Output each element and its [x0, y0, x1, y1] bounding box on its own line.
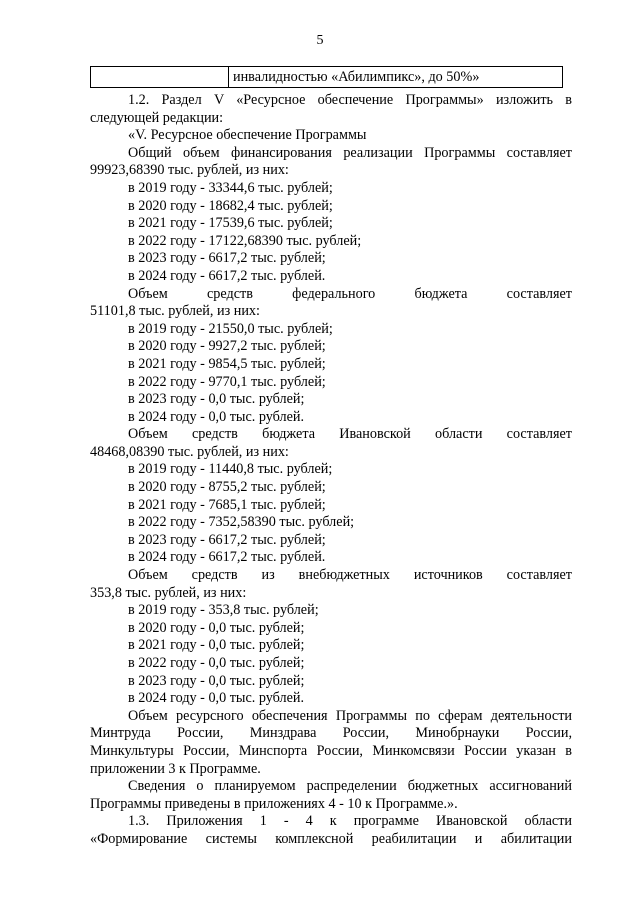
text-line: следующей редакции:: [90, 109, 224, 126]
text-line: в 2022 году - 7352,58390 тыс. рублей;: [128, 514, 355, 531]
text-line: 353,8 тыс. рублей, из них:: [90, 584, 247, 601]
text-line: 51101,8 тыс. рублей, из них:: [90, 303, 260, 320]
text-line: в 2024 году - 6617,2 тыс. рублей.: [128, 549, 326, 566]
text-line: в 2024 году - 6617,2 тыс. рублей.: [128, 267, 326, 284]
text-line: в 2021 году - 7685,1 тыс. рублей;: [128, 496, 326, 513]
text-line: Общий объем финансирования реализации Программы составляет: [128, 144, 572, 161]
text-line: в 2024 году - 0,0 тыс. рублей.: [128, 408, 305, 425]
text-line: в 2019 году - 11440,8 тыс. рублей;: [128, 461, 333, 478]
page-number: 5: [316, 33, 324, 48]
text-line: в 2022 году - 0,0 тыс. рублей;: [128, 655, 305, 671]
text-line: в 2021 году - 17539,6 тыс. рублей;: [128, 215, 333, 232]
text-line: в 2020 году - 9927,2 тыс. рублей;: [128, 338, 326, 355]
text-line: «V. Ресурсное обеспечение Программы: [128, 127, 367, 144]
text-line: в 2021 году - 0,0 тыс. рублей;: [128, 637, 305, 654]
text-line: в 2022 году - 9770,1 тыс. рублей;: [128, 373, 326, 390]
text-line: 99923,68390 тыс. рублей, из них:: [90, 162, 289, 179]
text-line: Сведения о планируемом распределении бюджетных ассигнований: [128, 778, 572, 795]
text-line: 1.3. Приложения 1 - 4 к программе Ивановской области: [128, 813, 572, 830]
text-line: «Формирование системы комплексной реабилитации и абилитации: [90, 830, 572, 847]
text-line: в 2022 году - 17122,68390 тыс. рублей;: [128, 232, 362, 249]
text-line: Минкультуры России, Минспорта России, Минкомсвязи России указан в: [90, 742, 572, 759]
text-line: Объем средств федерального бюджета составляет: [128, 285, 572, 302]
text-line: 48468,08390 тыс. рублей, из них:: [90, 443, 289, 460]
text-line: в 2019 году - 353,8 тыс. рублей;: [128, 602, 319, 619]
text-line: в 2020 году - 0,0 тыс. рублей;: [128, 619, 305, 636]
text-line: в 2023 году - 0,0 тыс. рублей;: [128, 391, 305, 408]
continuation-table: [90, 66, 563, 88]
text-line: Минтруда России, Минздрава России, Минобрнауки России,: [90, 725, 572, 742]
text-line: Программы приведены в приложениях 4 - 10 к Программе.».: [90, 795, 458, 812]
table-row: [91, 67, 563, 88]
text-line: в 2019 году - 33344,6 тыс. рублей;: [128, 179, 333, 196]
text-line: в 2021 году - 9854,5 тыс. рублей;: [128, 355, 326, 372]
text-line: Объем ресурсного обеспечения Программы по сферам деятельности: [128, 707, 572, 724]
text-line: в 2023 году - 6617,2 тыс. рублей;: [128, 531, 326, 548]
table-cell-right: инвалидностью «Абилимпикс», до 50%»: [229, 67, 563, 88]
text-line: Объем средств бюджета Ивановской области составляет: [128, 426, 572, 443]
text-line: Объем средств из внебюджетных источников составляет: [128, 567, 572, 584]
table-cell-left: [91, 67, 229, 88]
text-line: приложении 3 к Программе.: [90, 760, 261, 777]
text-line: в 2024 году - 0,0 тыс. рублей.: [128, 690, 305, 707]
text-line: в 2020 году - 18682,4 тыс. рублей;: [128, 197, 333, 214]
document-body: [90, 92, 572, 849]
text-line: в 2023 году - 6617,2 тыс. рублей;: [128, 250, 326, 267]
text-line: в 2019 году - 21550,0 тыс. рублей;: [128, 320, 333, 337]
text-line: в 2023 году - 0,0 тыс. рублей;: [128, 672, 305, 689]
text-line: в 2020 году - 8755,2 тыс. рублей;: [128, 479, 326, 496]
text-line: 1.2. Раздел V «Ресурсное обеспечение Программы» изложить в: [128, 92, 572, 108]
